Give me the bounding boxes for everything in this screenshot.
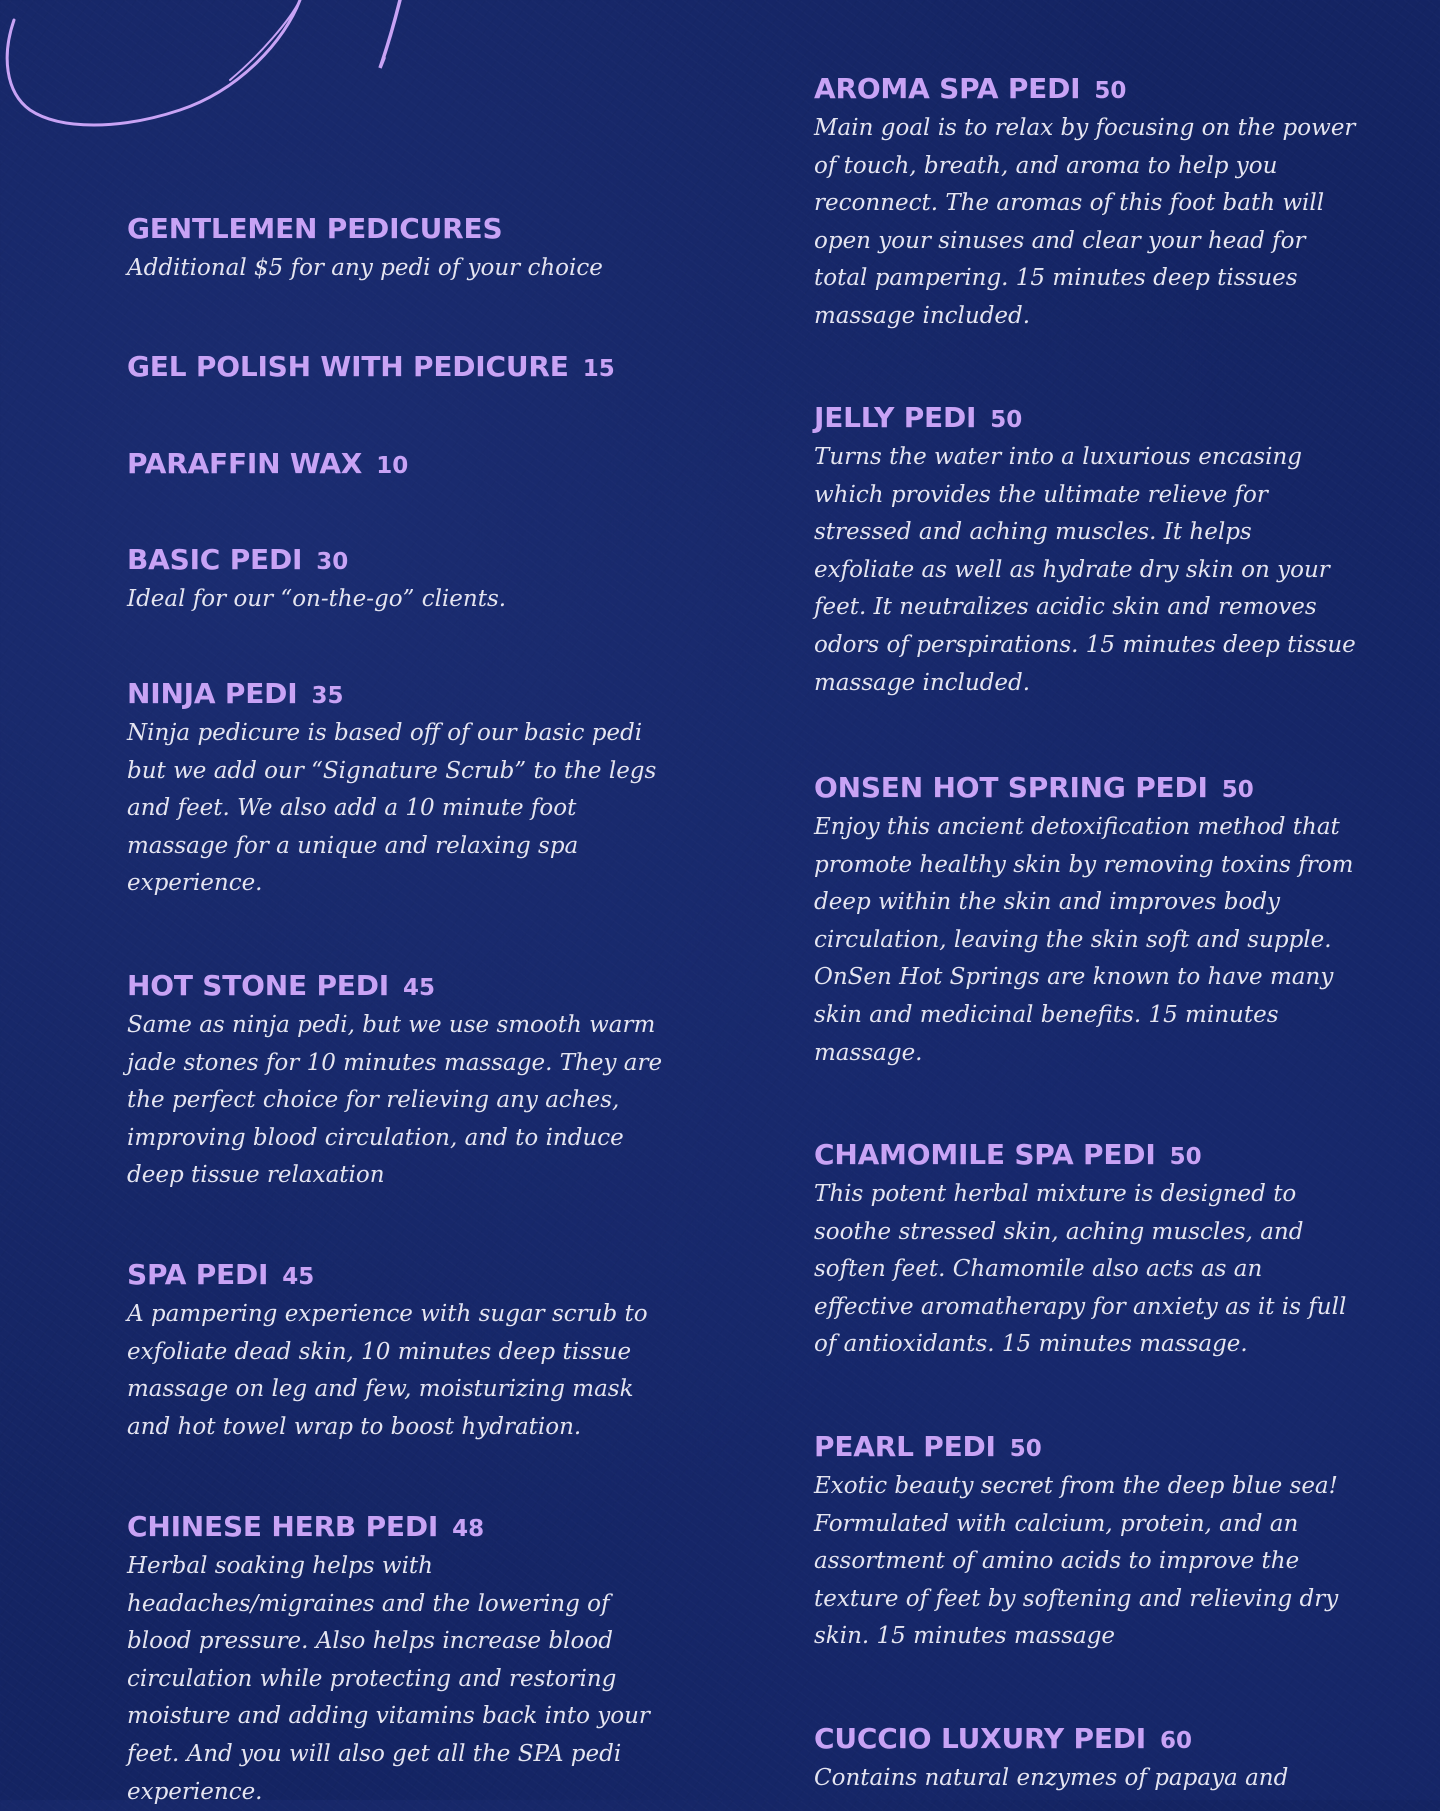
menu-item (127, 675, 687, 903)
menu-item (814, 399, 1374, 702)
menu-item-description: Enjoy this ancient detoxification method that promote healthy skin by removing toxins from deep within the skin and improves body circulation, leaving the skin soft and supple. OnSen Hot Springs are known to have many skin and medicinal benefits. 15 minutes massage. (814, 814, 1354, 1066)
menu-item-name: CHINESE HERB PEDI (127, 1510, 439, 1543)
menu-item-header (814, 1720, 1374, 1758)
menu-item-header (127, 1256, 687, 1294)
menu-column-left (127, 0, 687, 1805)
menu-item (127, 967, 687, 1195)
menu-item-header (127, 348, 687, 386)
menu-item-name: PARAFFIN WAX (127, 447, 363, 480)
menu-item (127, 1508, 687, 1811)
menu-item-description: Turns the water into a luxurious encasing which provides the ultimate relieve for stressed and aching muscles. It helps exfoliate as well as hydrate dry skin on your feet. It neutralizes acidic skin and removes odors of perspirations. 15 minutes deep tissue massage included. (814, 444, 1356, 696)
menu-item (127, 541, 687, 619)
menu-item-description: Main goal is to relax by focusing on the power of touch, breath, and aroma to help you reconnect. The aromas of this foot bath will open your sinuses and clear your head for total pampering. 15 minutes deep tissues massage included. (814, 115, 1356, 329)
menu-item-price: 45 (402, 975, 435, 1001)
menu-item-name: SPA PEDI (127, 1258, 269, 1291)
menu-item-header (814, 1428, 1374, 1466)
menu-item-price: 45 (282, 1264, 315, 1290)
menu-item-description: Same as ninja pedi, but we use smooth warm jade stones for 10 minutes massage. They are the perfect choice for relieving any aches, improving blood circulation, and to induce deep tissue relaxation (127, 1012, 663, 1189)
menu-item (127, 1256, 687, 1446)
menu-item-name: CUCCIO LUXURY PEDI (814, 1722, 1147, 1755)
menu-item-price: 15 (582, 356, 615, 382)
menu-item-header (127, 541, 687, 579)
menu-item-description: Additional $5 for any pedi of your choice (127, 255, 603, 281)
menu-item-header (127, 967, 687, 1005)
menu-item (814, 1136, 1374, 1364)
menu-item-header (814, 399, 1374, 437)
menu-item-description: Ideal for our “on-the-go” clients. (127, 586, 507, 612)
menu-item-price: 50 (1169, 1144, 1202, 1170)
menu-item-price: 48 (452, 1516, 485, 1542)
menu-item-description: Herbal soaking helps with headaches/migraines and the lowering of blood pressure. Also helps increase blood circulation while protecting and restoring moisture and adding vitamins back into your feet. And you will also get all the SPA pedi experience. (127, 1553, 650, 1805)
menu-item (127, 210, 687, 288)
menu-item-description: Ninja pedicure is based off of our basic pedi but we add our “Signature Scrub” to the legs and feet. We also add a 10 minute foot massage for a unique and relaxing spa experience. (127, 720, 657, 897)
menu-item-name: AROMA SPA PEDI (814, 72, 1081, 105)
menu-item-header (814, 70, 1374, 108)
menu-item-description: A pampering experience with sugar scrub to exfoliate dead skin, 10 minutes deep tissue massage on leg and few, moisturizing mask and hot towel wrap to boost hydration. (127, 1301, 648, 1440)
menu-item-name: HOT STONE PEDI (127, 969, 389, 1002)
menu-item-name: NINJA PEDI (127, 677, 298, 710)
menu-item-name: BASIC PEDI (127, 543, 303, 576)
menu-item (814, 70, 1374, 336)
menu-item-description: This potent herbal mixture is designed to soothe stressed skin, aching muscles, and soften feet. Chamomile also acts as an effective aromatherapy for anxiety as it is full of antioxidants. 15 minutes massage. (814, 1181, 1347, 1358)
menu-item-description: Exotic beauty secret from the deep blue sea! Formulated with calcium, protein, and an assortment of amino acids to improve the texture of feet by softening and relieving dry skin. 15 minutes massage (814, 1473, 1339, 1650)
menu-item-header (127, 1508, 687, 1546)
menu-item-name: PEARL PEDI (814, 1430, 996, 1463)
menu-item-price: 50 (1094, 78, 1127, 104)
menu-item-price: 50 (990, 407, 1023, 433)
menu-column-right (814, 0, 1374, 1800)
menu-item (814, 1720, 1374, 1798)
menu-item-header (814, 1136, 1374, 1174)
menu-item-name: GENTLEMEN PEDICURES (127, 212, 503, 245)
menu-item (814, 1428, 1374, 1656)
menu-item-description: Contains natural enzymes of papaya and (814, 1765, 1289, 1791)
menu-item (127, 348, 687, 386)
menu-item-price: 35 (311, 683, 344, 709)
menu-item-price: 50 (1009, 1436, 1042, 1462)
menu-item-price: 60 (1160, 1728, 1193, 1754)
menu-item-header (127, 445, 687, 483)
menu-item-name: GEL POLISH WITH PEDICURE (127, 350, 569, 383)
menu-item-header (127, 675, 687, 713)
menu-item-price: 10 (376, 453, 409, 479)
menu-item (814, 769, 1374, 1072)
menu-item (127, 445, 687, 483)
menu-item-name: CHAMOMILE SPA PEDI (814, 1138, 1156, 1171)
menu-item-price: 30 (316, 549, 349, 575)
menu-item-name: ONSEN HOT SPRING PEDI (814, 771, 1208, 804)
menu-item-header (127, 210, 687, 248)
menu-item-price: 50 (1221, 777, 1254, 803)
menu-item-name: JELLY PEDI (814, 401, 977, 434)
menu-item-header (814, 769, 1374, 807)
